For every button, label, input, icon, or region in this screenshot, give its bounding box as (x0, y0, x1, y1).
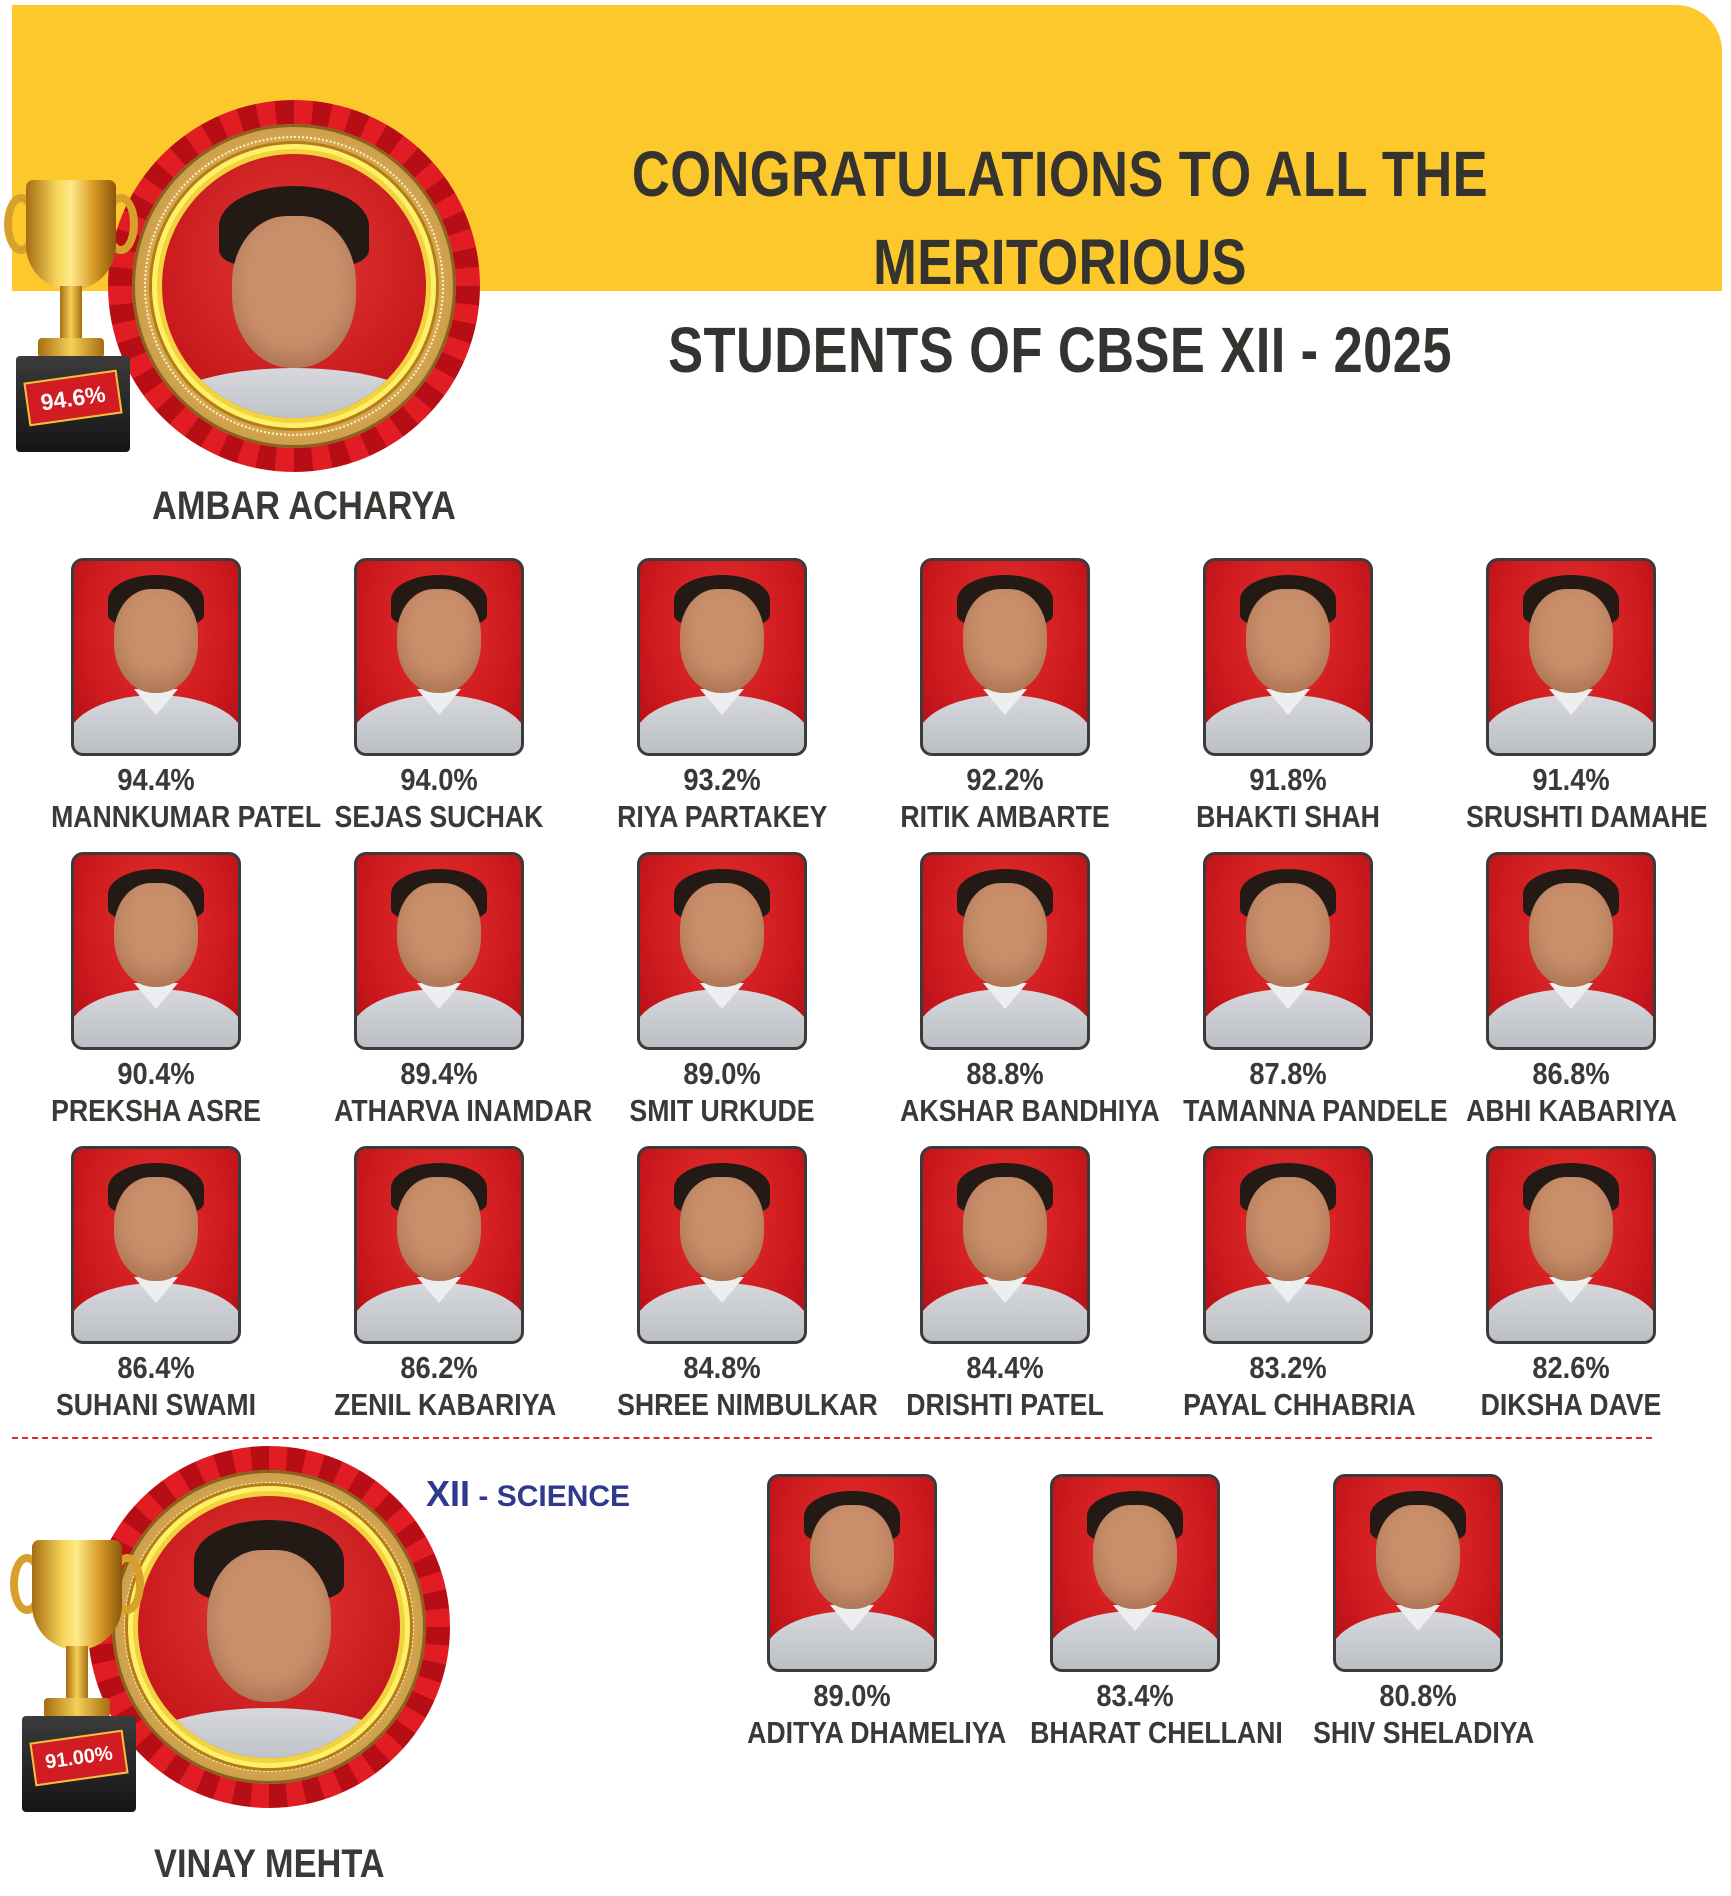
student-photo (767, 1474, 937, 1672)
science-topper-score-badge: 91.00% (29, 1730, 128, 1787)
student-name: RITIK AMBARTE (900, 799, 1110, 834)
student-name: SUHANI SWAMI (56, 1387, 256, 1422)
student-card (1013, 1474, 1283, 1752)
student-name: SMIT URKUDE (629, 1093, 815, 1128)
student-photo (920, 852, 1090, 1050)
stream-name: SCIENCE (496, 1480, 631, 1513)
student-name: ATHARVA INAMDAR (334, 1093, 593, 1128)
student-score: 93.2% (683, 762, 761, 797)
student-photo (920, 1146, 1090, 1344)
student-photo (354, 558, 524, 756)
student-score: 82.6% (1532, 1350, 1610, 1385)
student-score: 83.2% (1249, 1350, 1327, 1385)
student-score: 83.4% (1096, 1678, 1174, 1713)
student-name: PAYAL CHHABRIA (1183, 1387, 1416, 1422)
student-card (883, 852, 1160, 1130)
student-score: 86.8% (1532, 1056, 1610, 1091)
student-card (1449, 1146, 1693, 1424)
student-card (317, 852, 593, 1130)
student-name: BHAKTI SHAH (1196, 799, 1380, 834)
student-photo (1203, 852, 1373, 1050)
student-card (600, 558, 844, 836)
student-score: 89.4% (400, 1056, 478, 1091)
student-score: 88.8% (966, 1056, 1044, 1091)
student-photo (1203, 558, 1373, 756)
student-score: 91.8% (1249, 762, 1327, 797)
student-name: PREKSHA ASRE (51, 1093, 261, 1128)
student-name: AKSHAR BANDHIYA (900, 1093, 1160, 1128)
student-photo (1203, 1146, 1373, 1344)
student-name: ZENIL KABARIYA (334, 1387, 557, 1422)
student-name: RIYA PARTAKEY (617, 799, 828, 834)
page-title (576, 130, 1544, 394)
student-score: 91.4% (1532, 762, 1610, 797)
stream-grade: XII (426, 1473, 471, 1514)
title-line-2: STUDENTS OF CBSE XII - 2025 (668, 314, 1452, 386)
student-photo (1486, 1146, 1656, 1344)
student-card (600, 1146, 878, 1424)
topper-name: AMBAR ACHARYA (152, 484, 456, 528)
title-line-1: CONGRATULATIONS TO ALL THE MERITORIOUS (631, 138, 1489, 298)
student-card (317, 1146, 561, 1424)
student-score: 92.2% (966, 762, 1044, 797)
stream-separator: - (470, 1480, 497, 1513)
topper-photo (162, 154, 426, 418)
student-photo (1333, 1474, 1503, 1672)
student-score: 94.4% (117, 762, 195, 797)
student-photo (71, 852, 241, 1050)
student-card (1166, 558, 1410, 836)
student-photo (920, 558, 1090, 756)
student-score: 84.4% (966, 1350, 1044, 1385)
student-card (317, 558, 561, 836)
student-card (1449, 852, 1693, 1130)
student-score: 89.0% (683, 1056, 761, 1091)
student-score: 86.2% (400, 1350, 478, 1385)
student-card (883, 558, 1127, 836)
student-card (1449, 558, 1708, 836)
student-name: SHIV SHELADIYA (1313, 1715, 1535, 1750)
student-photo (637, 852, 807, 1050)
student-score: 84.8% (683, 1350, 761, 1385)
student-photo (1486, 558, 1656, 756)
student-name: DIKSHA DAVE (1480, 1387, 1662, 1422)
student-score: 90.4% (117, 1056, 195, 1091)
student-card (883, 1146, 1127, 1424)
student-card (730, 1474, 1007, 1752)
science-topper-photo (138, 1496, 400, 1758)
student-name: ADITYA DHAMELIYA (747, 1715, 1007, 1750)
student-score: 86.4% (117, 1350, 195, 1385)
student-card (34, 1146, 278, 1424)
student-name: DRISHTI PATEL (906, 1387, 1104, 1422)
student-photo (354, 1146, 524, 1344)
student-score: 94.0% (400, 762, 478, 797)
student-photo (71, 558, 241, 756)
science-topper-name: VINAY MEHTA (154, 1842, 385, 1886)
student-score: 87.8% (1249, 1056, 1327, 1091)
student-photo (71, 1146, 241, 1344)
topper-score-badge: 94.6% (23, 370, 122, 427)
student-photo (637, 558, 807, 756)
student-photo (1486, 852, 1656, 1050)
student-card (600, 852, 844, 1130)
student-name: TAMANNA PANDELE (1183, 1093, 1448, 1128)
student-photo (1050, 1474, 1220, 1672)
student-name: SRUSHTI DAMAHE (1466, 799, 1708, 834)
section-divider (12, 1437, 1652, 1439)
student-card (34, 558, 322, 836)
topper-rosette (108, 100, 480, 472)
trophy-icon (4, 180, 144, 460)
student-name: ABHI KABARIYA (1466, 1093, 1677, 1128)
student-score: 89.0% (813, 1678, 891, 1713)
student-name: SEJAS SUCHAK (334, 799, 544, 834)
student-name: BHARAT CHELLANI (1030, 1715, 1283, 1750)
trophy-icon (10, 1540, 150, 1820)
student-score: 80.8% (1379, 1678, 1457, 1713)
student-photo (354, 852, 524, 1050)
student-name: SHREE NIMBULKAR (617, 1387, 878, 1422)
student-name: MANNKUMAR PATEL (51, 799, 322, 834)
student-card (1166, 852, 1448, 1130)
student-card (1296, 1474, 1540, 1752)
student-card (34, 852, 278, 1130)
stream-label (426, 1473, 630, 1515)
student-photo (637, 1146, 807, 1344)
student-card (1166, 1146, 1416, 1424)
